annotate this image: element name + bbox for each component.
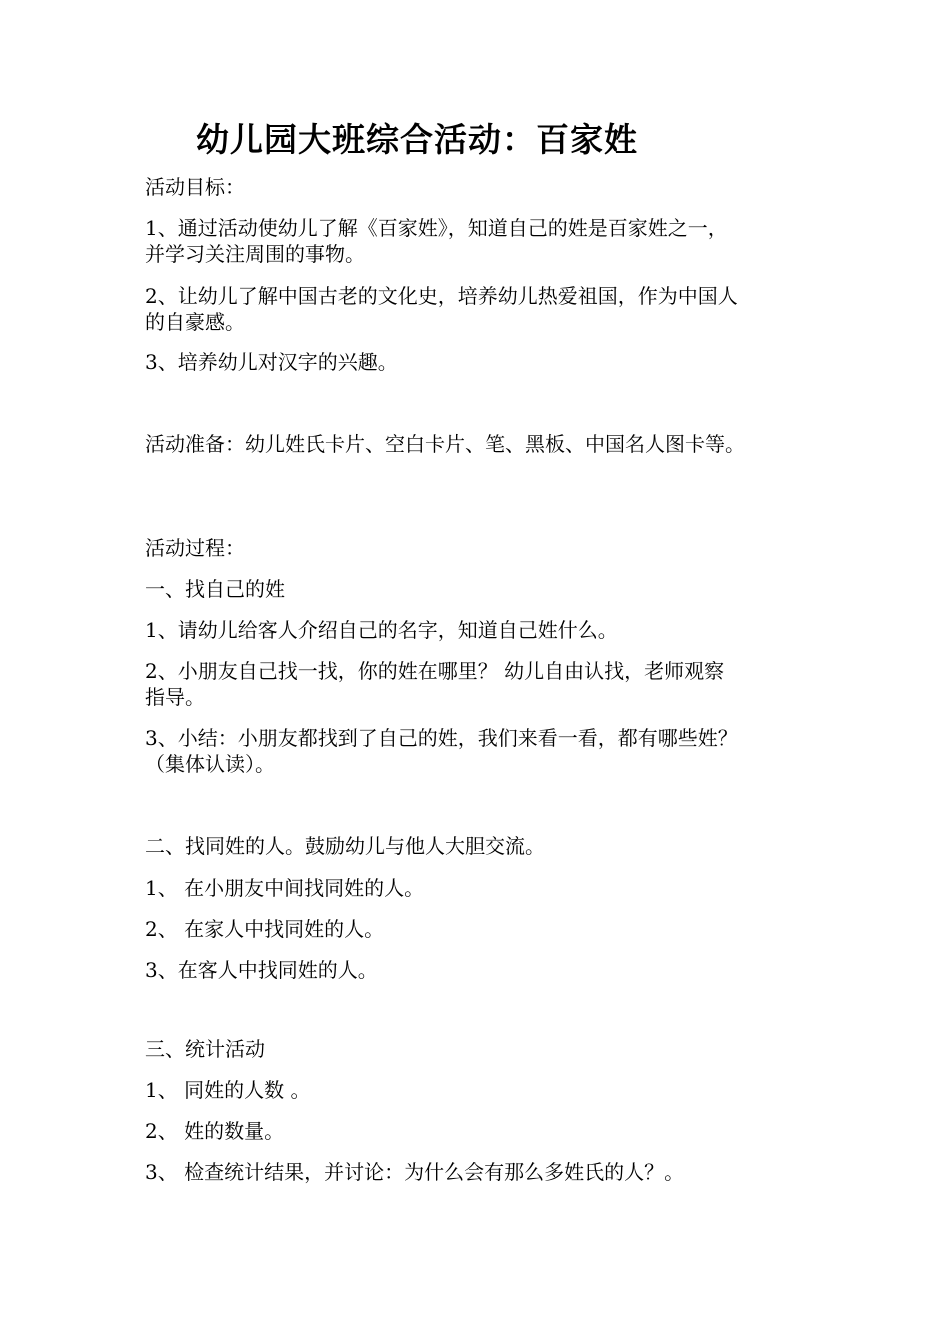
- document-title: 幼儿园大班综合活动：百家姓: [196, 120, 638, 159]
- list-item: 2、 在家人中找同姓的人。: [145, 917, 385, 941]
- list-item: 3、 检查统计结果，并讨论：为什么会有那么多姓氏的人？。: [145, 1160, 685, 1184]
- goals-heading: 活动目标：: [145, 175, 245, 199]
- list-item: 1、请幼儿给客人介绍自己的名字，知道自己姓什么。: [145, 618, 618, 642]
- list-item: 指导。: [145, 685, 205, 709]
- list-item: 1、 同姓的人数 。: [145, 1078, 311, 1102]
- list-item: 1、 在小朋友中间找同姓的人。: [145, 876, 425, 900]
- preparation-text: 活动准备：幼儿姓氏卡片、空白卡片、笔、黑板、中国名人图卡等。: [145, 432, 745, 456]
- goal-line: 并学习关注周围的事物。: [145, 242, 365, 266]
- section-heading: 一、找自己的姓: [145, 577, 285, 601]
- section-heading: 三、统计活动: [145, 1037, 265, 1061]
- goal-line: 1、通过活动使幼儿了解《百家姓》，知道自己的姓是百家姓之一，: [145, 216, 728, 240]
- list-item: 3、在客人中找同姓的人。: [145, 958, 378, 982]
- list-item: （集体认读）。: [145, 752, 275, 776]
- goal-line: 3、培养幼儿对汉字的兴趣。: [145, 350, 398, 374]
- list-item: 2、小朋友自己找一找，你的姓在哪里？ 幼儿自由认找，老师观察: [145, 659, 725, 683]
- list-item: 2、 姓的数量。: [145, 1119, 285, 1143]
- goal-line: 2、让幼儿了解中国古老的文化史，培养幼儿热爱祖国，作为中国人: [145, 284, 738, 308]
- goal-line: 的自豪感。: [145, 310, 245, 334]
- section-heading: 二、找同姓的人。鼓励幼儿与他人大胆交流。: [145, 834, 545, 858]
- list-item: 3、小结：小朋友都找到了自己的姓，我们来看一看，都有哪些姓？: [145, 726, 738, 750]
- process-heading: 活动过程：: [145, 536, 245, 560]
